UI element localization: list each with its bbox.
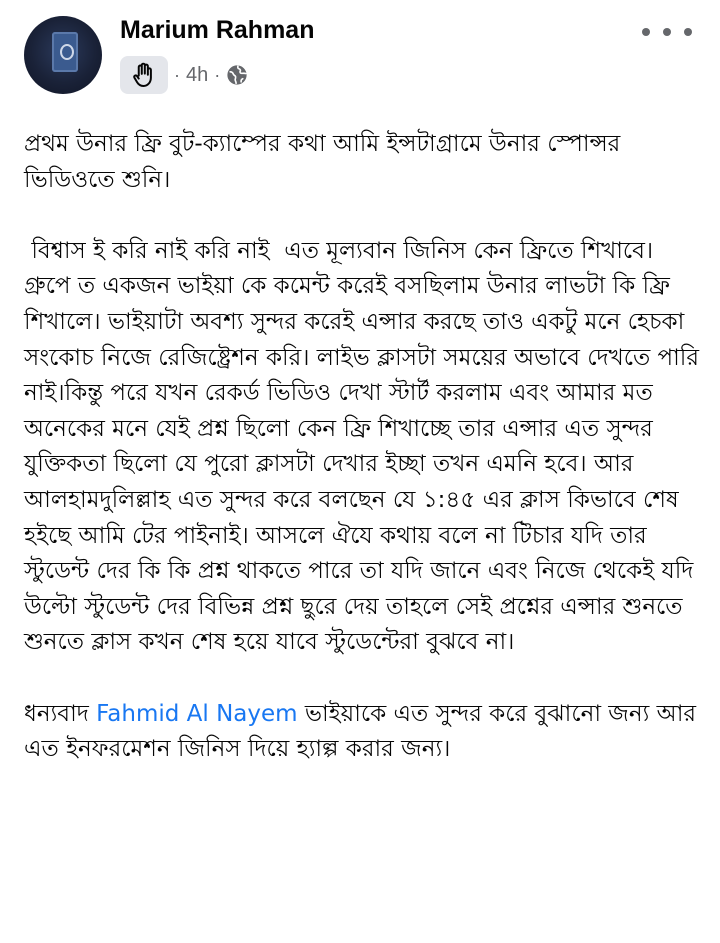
post-timestamp[interactable]: 4h [186,63,209,86]
meta-separator: · [174,64,180,85]
waving-hand-icon[interactable] [120,56,168,94]
paragraph-3-prefix: ধন্যবাদ [24,700,97,727]
avatar-book-image [52,32,78,72]
post-header [0,0,720,110]
author-name[interactable]: Marium Rahman [120,16,315,44]
post-body [24,127,707,768]
post-paragraph-3 [24,697,704,768]
more-options-icon[interactable] [642,18,692,46]
post-paragraph-1: প্রথম উনার ফ্রি বুট-ক্যাম্পের কথা আমি ইন্সটাগ্রামে উনার স্পোন্সর ভিডিওতে শুনি। [24,131,628,193]
more-dot [684,28,692,36]
post-paragraph-2: বিশ্বাস ই করি নাই করি নাই এত মূল্যবান জিনিস কেন ফ্রিতে শিখাবে। গ্রুপে ত একজন ভাইয়া কে কমেন্ট করেই বসছিলাম উনার লাভটা কি ফ্রি শিখালে। ভাইয়াটা অবশ্য সুন্দর করেই এন্সার করছে তাও একটু মনে হেচকা সংকোচ নিজে রেজিষ্ট্রেশন করি। লাইভ ক্লাসটা সময়ের অভাবে দেখতে পারি নাই।কিন্তু পরে যখন রেকর্ড ভিডিও দেখা স্টার্ট করলাম এবং আমার মত অনেকের মনে যেই প্রশ্ন ছিলো কেন ফ্রি শিখাচ্ছে তার এন্সার এত সুন্দর যুক্তিকতা ছিলো যে পুরো ক্লাসটা দেখার ইচ্ছা তখন এমনি হবে। আর আলহামদুলিল্লাহ এত সুন্দর করে বলছেন যে ১:৪৫ এর ক্লাস কিভাবে শেষ হইছে আমি টের পাইনাই। আসলে ঐযে কথায় বলে না টিচার যদি তার স্টুডেন্ট দের কি কি প্রশ্ন থাকতে পারে তা যদি জানে এবং নিজে থেকেই যদি উল্টো স্টুডেন্ট দের বিভিন্ন প্রশ্ন ছুরে দেয় তাহলে সেই প্রশ্নের এন্সার শুনতে শুনতে ক্লাস কখন শেষ হয়ে যাবে স্টুডেন্টেরা বুঝবে না। [24,237,707,656]
more-dot [642,28,650,36]
paragraph-gap [24,198,700,234]
globe-icon[interactable] [226,64,248,86]
post-meta [120,56,248,94]
more-dot [663,28,671,36]
meta-separator: · [214,64,221,85]
mention-link[interactable]: Fahmid Al Nayem [96,700,298,727]
paragraph-3-suffix: ভাইয়াকে এত সুন্দর করে বুঝানো জন্য আর এত ইনফরমেশন জিনিস দিয়ে হ্যাল্প করার জন্য। [24,700,704,763]
avatar[interactable] [24,16,102,94]
paragraph-gap [24,661,700,697]
